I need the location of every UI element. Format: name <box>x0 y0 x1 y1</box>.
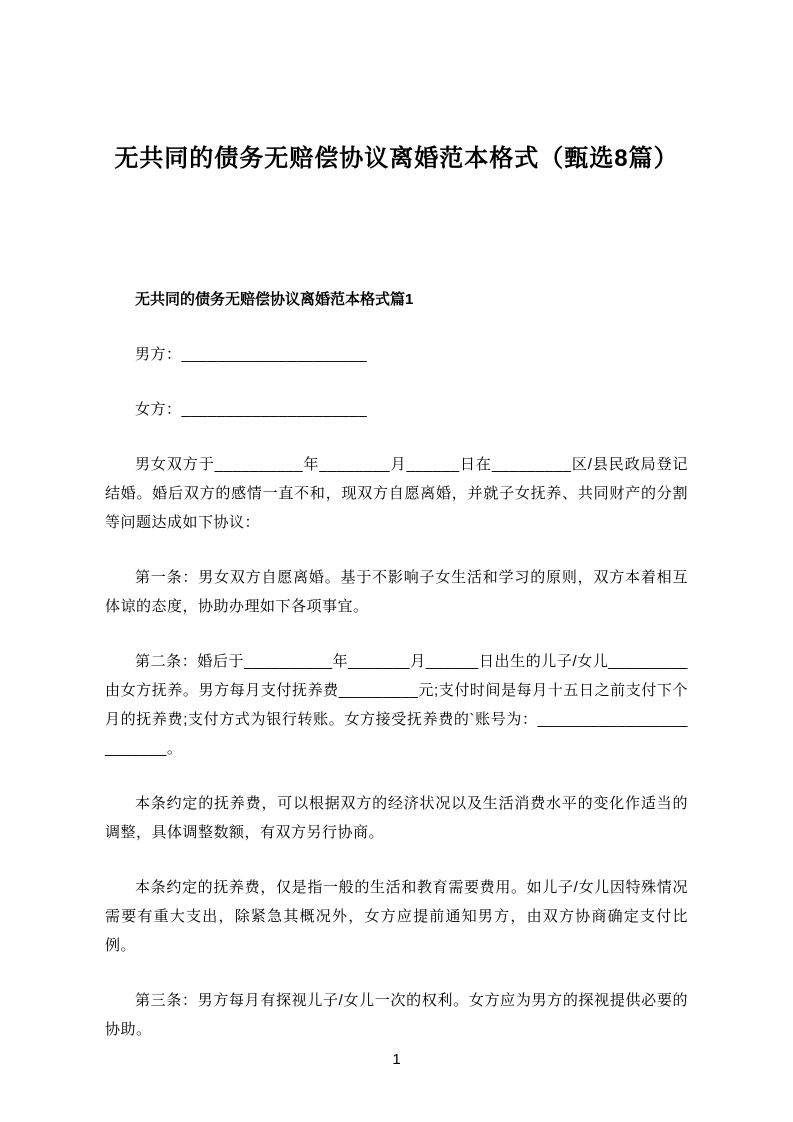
paragraph-article-2: 第二条：婚后于__________年_______月______日出生的儿子/女儿_________由女方抚养。男方每月支付抚养费_________元;支付时间是每月十五日之前支付下个月的抚养费;支付方式为银行转账。女方接受抚养费的`账号为：________________________。 <box>105 653 688 757</box>
paragraph-registration-intro: 男女双方于__________年________月______日在_________区/县民政局登记结婚。婚后双方的感情一直不和，现双方自愿离婚，并就子女抚养、共同财产的分割等问题达成如下协议： <box>105 456 688 531</box>
paragraph-party-male-blank: 男方：_____________________ <box>135 346 368 363</box>
paragraph-article-1: 第一条：男女双方自愿离婚。基于不影响子女生活和学习的原则，双方本着相互体谅的态度，协助办理如下各项事宜。 <box>105 569 688 615</box>
document-title: 无共同的债务无赔偿协议离婚范本格式（甄选8篇） <box>114 145 679 172</box>
paragraph-support-scope: 本条约定的抚养费，仅是指一般的生活和教育需要费用。如儿子/女儿因特殊情况需要有重大支出，除紧急其概况外，女方应提前通知男方，由双方协商确定支付比例。 <box>105 879 688 954</box>
paragraph-article-3: 第三条：男方每月有探视儿子/女儿一次的权利。女方应为男方的探视提供必要的协助。 <box>105 992 688 1038</box>
page-number: 1 <box>392 1051 401 1068</box>
paragraph-support-adjustment: 本条约定的抚养费，可以根据双方的经济状况以及生活消费水平的变化作适当的调整，具体调整数额，有双方另行协商。 <box>105 795 688 841</box>
paragraph-party-female-blank: 女方：_____________________ <box>135 401 368 418</box>
section-heading: 无共同的债务无赔偿协议离婚范本格式篇1 <box>135 291 414 308</box>
